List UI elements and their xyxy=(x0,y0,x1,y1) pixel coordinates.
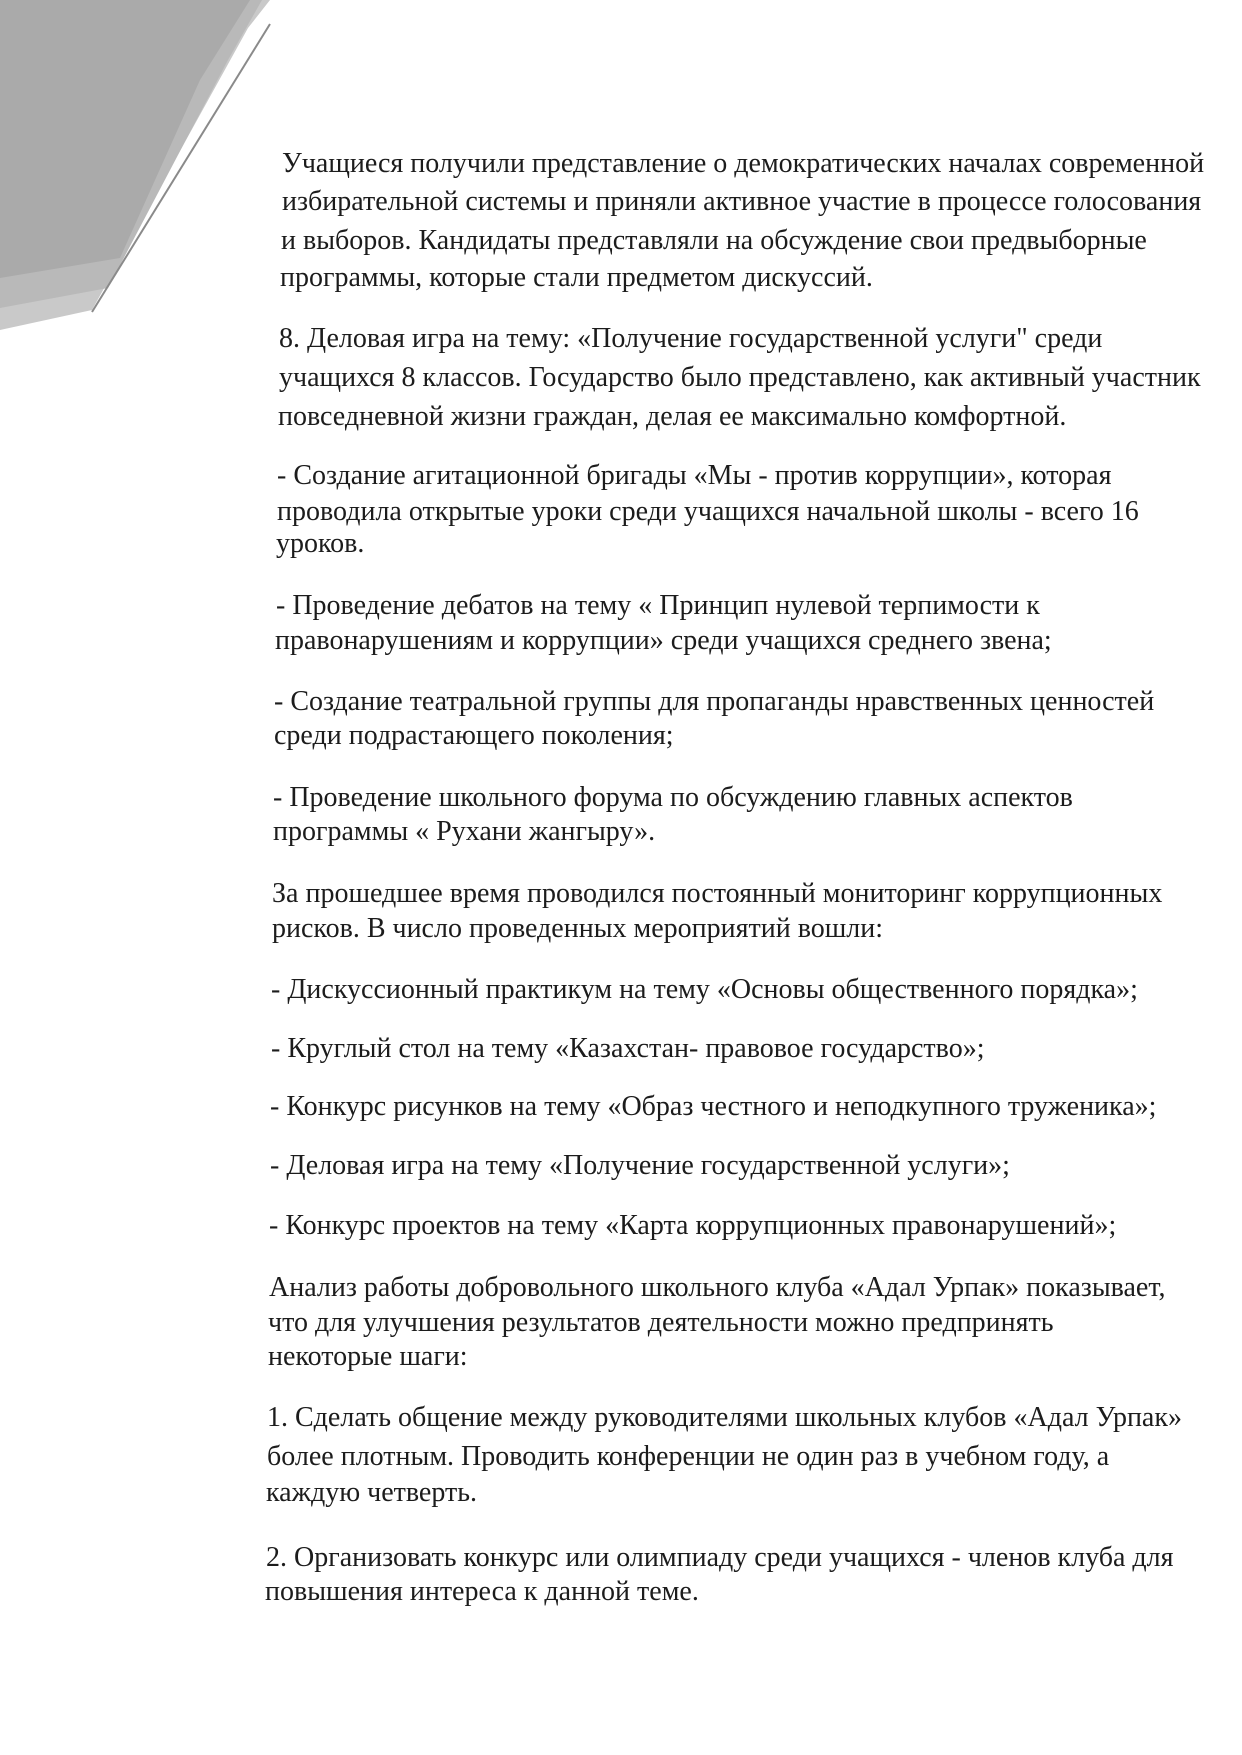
text-line-21: - Конкурс рисунков на тему «Образ честного и неподкупного труженика»; xyxy=(270,1091,1157,1122)
text-line-18: рисков. В число проведенных мероприятий вошли: xyxy=(272,913,884,944)
text-line-25: что для улучшения результатов деятельности можно предпринять xyxy=(268,1307,1054,1338)
text-line-31: повышения интереса к данной теме. xyxy=(265,1576,699,1607)
text-line-30: 2. Организовать конкурс или олимпиаду среди учащихся - членов клуба для xyxy=(266,1542,1174,1573)
text-line-2: избирательной системы и приняли активное участие в процессе голосования xyxy=(282,186,1202,217)
text-line-27: 1. Сделать общение между руководителями школьных клубов «Адал Урпак» xyxy=(267,1402,1182,1433)
text-line-4: программы, которые стали предметом дискуссий. xyxy=(280,262,873,293)
text-line-19: - Дискуссионный практикум на тему «Основы общественного порядка»; xyxy=(271,974,1138,1005)
text-line-15: - Проведение школьного форума по обсуждению главных аспектов xyxy=(273,782,1073,813)
text-line-26: некоторые шаги: xyxy=(268,1341,468,1372)
text-line-12: правонарушениям и коррупции» среди учащихся среднего звена; xyxy=(275,625,1052,656)
text-line-28: более плотным. Проводить конференции не один раз в учебном году, а xyxy=(267,1441,1110,1472)
text-line-14: среди подрастающего поколения; xyxy=(274,720,674,751)
text-line-22: - Деловая игра на тему «Получение государственной услуги»; xyxy=(270,1150,1010,1181)
text-line-13: - Создание театральной группы для пропаганды нравственных ценностей xyxy=(274,686,1155,717)
text-line-11: - Проведение дебатов на тему « Принцип нулевой терпимости к xyxy=(276,590,1040,621)
text-line-23: - Конкурс проектов на тему «Карта коррупционных правонарушений»; xyxy=(269,1210,1117,1241)
text-line-3: и выборов. Кандидаты представляли на обсуждение свои предвыборные xyxy=(281,225,1147,256)
text-line-17: За прошедшее время проводился постоянный мониторинг коррупционных xyxy=(272,878,1163,909)
text-line-1: Учащиеся получили представление о демократических началах современной xyxy=(282,148,1205,179)
text-line-6: учащихся 8 классов. Государство было представлено, как активный участник xyxy=(279,362,1201,393)
text-line-7: повседневной жизни граждан, делая ее максимально комфортной. xyxy=(278,401,1067,432)
text-line-5: 8. Деловая игра на тему: «Получение государственной услуги" среди xyxy=(279,323,1103,354)
text-line-16: программы « Рухани жангыру». xyxy=(273,816,656,847)
text-line-20: - Круглый стол на тему «Казахстан- правовое государство»; xyxy=(271,1033,985,1064)
text-line-29: каждую четверть. xyxy=(266,1477,477,1508)
text-line-8: - Создание агитационной бригады «Мы - против коррупции», которая xyxy=(277,460,1112,491)
text-line-9: проводила открытые уроки среди учащихся начальной школы - всего 16 xyxy=(277,496,1139,527)
text-line-24: Анализ работы добровольного школьного клуба «Адал Урпак» показывает, xyxy=(269,1272,1166,1303)
text-line-10: уроков. xyxy=(276,528,365,559)
